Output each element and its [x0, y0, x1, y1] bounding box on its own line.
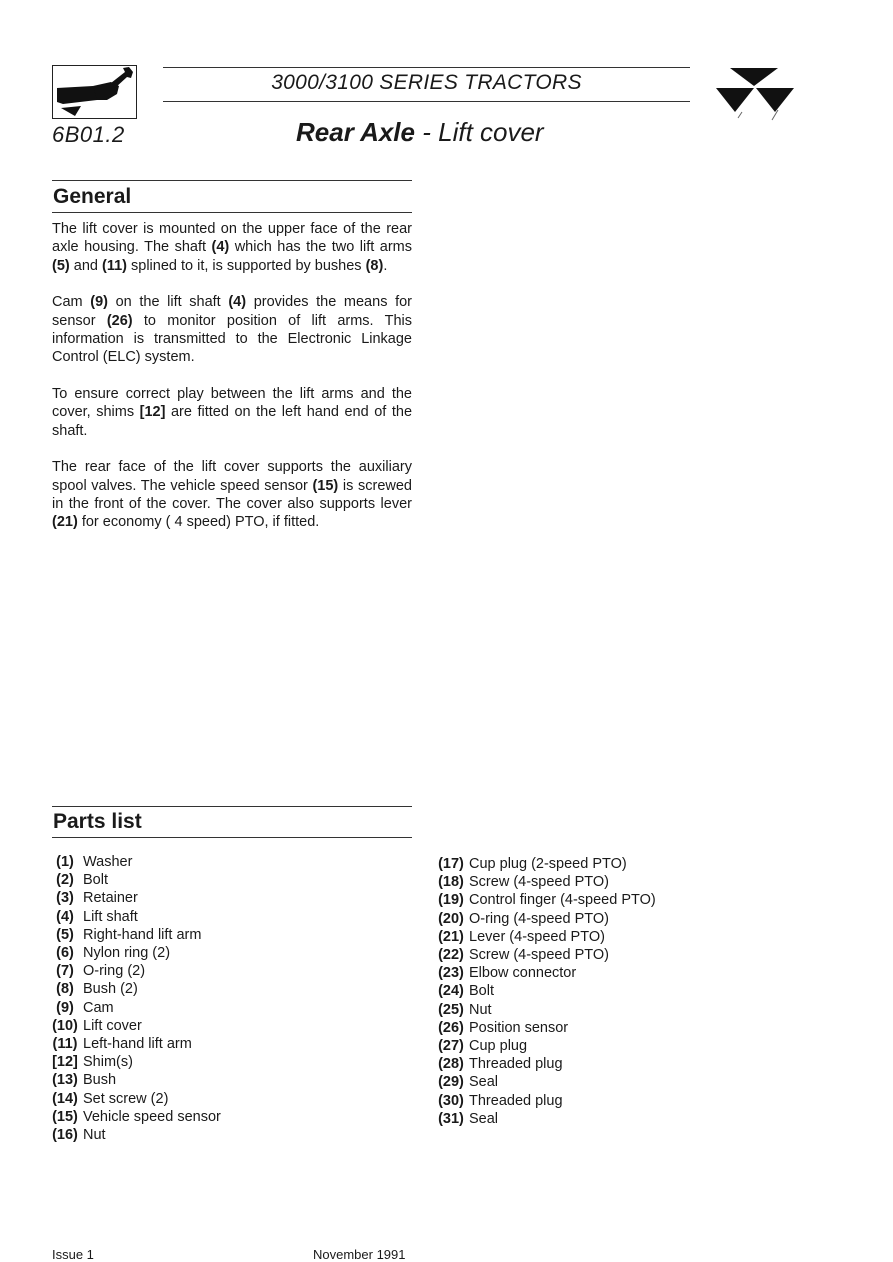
parts-list-right: [433, 855, 656, 1128]
part-name: O-ring (2): [83, 963, 146, 980]
part-name: Washer: [83, 854, 133, 870]
list-item: [433, 1055, 656, 1073]
part-number: (19): [438, 892, 464, 909]
part-reference: (15): [312, 477, 339, 494]
divider: [52, 806, 412, 807]
part-number: (3): [56, 890, 74, 907]
part-reference: (5): [52, 257, 70, 274]
part-name: Threaded plug: [469, 1092, 563, 1109]
list-item: [47, 962, 221, 980]
list-item: [433, 982, 656, 1000]
part-reference: (4): [228, 294, 247, 311]
list-item: [47, 871, 221, 889]
list-item: [47, 1071, 221, 1089]
part-name: Left-hand lift arm: [83, 1036, 192, 1053]
list-item: [47, 1017, 221, 1035]
part-number: (22): [438, 947, 464, 964]
part-name: Control finger (4-speed PTO): [469, 892, 656, 909]
list-item: [433, 928, 656, 946]
text-run: The rear face of the lift cover supports the auxiliary spool valves. The vehicle speed sensor: [52, 459, 412, 494]
list-item: [433, 873, 656, 891]
part-name: Bush (2): [83, 981, 138, 998]
part-number: [12]: [52, 1054, 78, 1071]
part-reference: (26): [106, 312, 133, 329]
list-item: [47, 1108, 221, 1126]
part-name: Screw (4-speed PTO): [469, 874, 609, 891]
part-name: Seal: [469, 1074, 499, 1091]
parts-list-left: [47, 853, 221, 1144]
part-number: (5): [56, 926, 74, 943]
part-name: Retainer: [83, 890, 138, 907]
divider: [163, 67, 690, 68]
list-item: [433, 1001, 656, 1019]
part-name: Cup plug (2-speed PTO): [469, 856, 627, 872]
text-run: To ensure correct play between the lift arms and the cover, shims: [52, 386, 412, 421]
part-name: Nut: [83, 1127, 106, 1144]
issue-date: November 1991: [313, 1247, 406, 1262]
text-run: is screwed in the front of the cover. The cover also supports lever: [52, 477, 412, 513]
list-item: [433, 855, 656, 873]
wrench-hand-icon: [52, 65, 137, 119]
section-title-parts-list: Parts list: [53, 810, 142, 833]
text-run: to monitor position of lift arms. This information is transmitted to the Electronic Linkage Control (ELC) system.: [52, 312, 412, 366]
part-reference: [12]: [139, 404, 166, 421]
part-name: Nut: [469, 1001, 492, 1018]
part-number: (4): [56, 908, 74, 925]
divider: [52, 180, 412, 181]
part-number: (18): [438, 874, 464, 891]
part-name: Seal: [469, 1110, 499, 1127]
part-number: (27): [438, 1038, 464, 1055]
part-name: Lift shaft: [83, 908, 138, 925]
divider: [52, 212, 412, 213]
list-item: [47, 889, 221, 907]
part-name: Position sensor: [469, 1019, 569, 1036]
part-number: (11): [52, 1036, 78, 1053]
part-name: Nylon ring (2): [83, 945, 171, 962]
part-number: (28): [438, 1056, 464, 1073]
general-paragraph: [52, 220, 412, 275]
part-name: O-ring (4-speed PTO): [469, 910, 609, 927]
part-name: Bolt: [83, 872, 108, 889]
part-number: (13): [52, 1072, 78, 1089]
text-run: splined to it, is supported by bushes: [126, 257, 366, 274]
part-number: (15): [52, 1108, 78, 1125]
part-number: (21): [438, 928, 464, 945]
part-number: (31): [438, 1110, 464, 1127]
text-run: which has the two lift arms: [229, 239, 412, 256]
general-paragraph: [52, 385, 412, 440]
part-number: (7): [56, 963, 74, 980]
list-item: [433, 1019, 656, 1037]
part-name: Screw (4-speed PTO): [469, 947, 609, 964]
part-name: Set screw (2): [83, 1090, 169, 1107]
page-title-bold: Rear Axle: [296, 117, 415, 147]
part-number: (9): [56, 999, 74, 1016]
part-reference: (9): [90, 294, 108, 311]
triple-triangle-logo-icon: [716, 66, 796, 122]
general-paragraph: [52, 458, 412, 531]
text-run: are fitted on the left hand end of the shaft.: [52, 404, 413, 439]
text-run: provides the means for sensor: [52, 294, 412, 329]
list-item: [47, 944, 221, 962]
text-run: and: [69, 257, 102, 274]
part-number: (8): [56, 981, 74, 998]
divider: [163, 101, 690, 102]
list-item: [433, 910, 656, 928]
list-item: [47, 1053, 221, 1071]
part-name: Lift cover: [83, 1017, 142, 1034]
general-text: [52, 220, 412, 550]
part-reference: (11): [101, 257, 127, 274]
part-number: (30): [438, 1092, 464, 1109]
part-name: Right-hand lift arm: [83, 926, 202, 943]
list-item: [433, 891, 656, 909]
part-reference: (21): [52, 514, 78, 531]
part-number: (25): [438, 1001, 464, 1018]
divider: [52, 837, 412, 838]
part-name: Cup plug: [469, 1038, 528, 1055]
part-reference: (8): [365, 257, 384, 274]
part-number: (20): [438, 910, 464, 927]
list-item: [47, 1126, 221, 1144]
part-number: (16): [52, 1127, 78, 1144]
part-reference: (4): [211, 239, 230, 256]
list-item: [433, 1073, 656, 1091]
list-item: [47, 1090, 221, 1108]
text-run: The lift cover is mounted on the upper face of the rear axle housing. The shaft: [52, 221, 412, 256]
part-name: Shim(s): [83, 1054, 133, 1071]
part-number: (26): [438, 1019, 464, 1036]
part-name: Bush: [83, 1072, 117, 1089]
part-name: Bolt: [469, 983, 494, 1000]
list-item: [433, 946, 656, 964]
list-item: [47, 926, 221, 944]
part-name: Threaded plug: [469, 1056, 563, 1073]
list-item: [433, 964, 656, 982]
part-name: Elbow connector: [469, 965, 577, 982]
text-run: for economy ( 4 speed) PTO, if fitted.: [77, 514, 320, 531]
document-code: 6B01.2: [52, 122, 125, 147]
part-number: (23): [438, 965, 464, 982]
text-run: .: [383, 257, 388, 274]
general-paragraph: [52, 293, 412, 366]
list-item: [433, 1092, 656, 1110]
page-title: [296, 117, 544, 148]
series-title: 3000/3100 SERIES TRACTORS: [271, 71, 582, 94]
part-number: (6): [56, 945, 74, 962]
text-run: on the lift shaft: [107, 294, 229, 311]
list-item: [433, 1110, 656, 1128]
part-number: (14): [52, 1090, 78, 1107]
part-number: (29): [438, 1074, 464, 1091]
list-item: [47, 999, 221, 1017]
section-title-general: General: [53, 185, 132, 208]
list-item: [47, 1035, 221, 1053]
part-number: (24): [438, 983, 464, 1000]
issue-label: Issue 1: [52, 1247, 94, 1262]
part-name: Cam: [83, 999, 114, 1016]
page-title-rest: - Lift cover: [415, 117, 544, 147]
list-item: [47, 853, 221, 871]
part-name: Vehicle speed sensor: [83, 1108, 221, 1125]
part-number: (1): [56, 854, 74, 870]
part-number: (10): [52, 1017, 78, 1034]
part-name: Lever (4-speed PTO): [469, 928, 605, 945]
part-number: (2): [56, 872, 74, 889]
list-item: [433, 1037, 656, 1055]
list-item: [47, 908, 221, 926]
text-run: Cam: [52, 294, 91, 311]
list-item: [47, 980, 221, 998]
part-number: (17): [438, 856, 464, 872]
